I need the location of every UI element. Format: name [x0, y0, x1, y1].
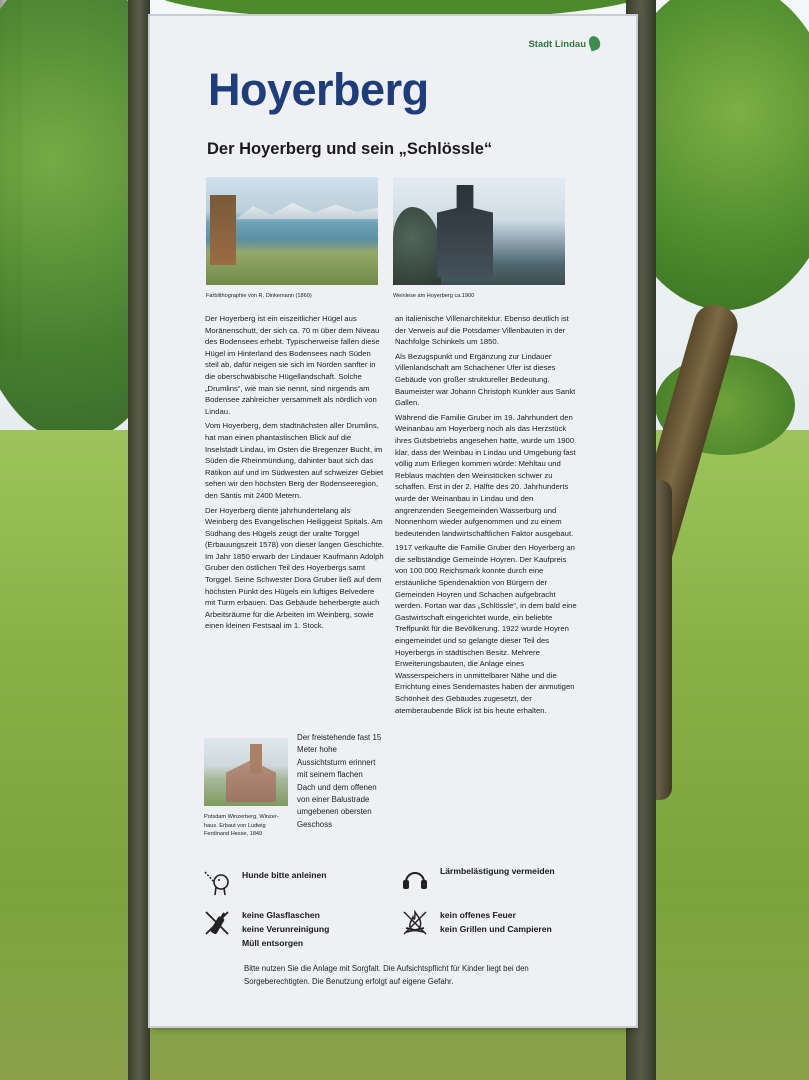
- rule-text: kein offenes Feuer kein Grillen und Campieren: [440, 910, 552, 934]
- rule-noise: [400, 864, 555, 894]
- paragraph: Vom Hoyerberg, dem stadtnächsten aller Drumlins, hat man einen phantastischen Blick auf die Inselstadt Lindau, im Osten die Bregenzer Bucht, im Süden die Rheinmündung, dahinter baut sich das Rätikon auf und im Südwesten auf schweizer Gebiet sehen wir den höchsten Berg der Bodenseeregion, den Säntis mit 2400 Metern.: [205, 421, 384, 500]
- paragraph: Der Hoyerberg diente jahrhundertelang als Weinberg des Evangelischen Heiliggeist Spitals. Am Südhang des Hügels zeugt der uralte Torggel (Erbauungszeit 1578) von dieser langen Geschichte. Im Jahr 1850 erwarb der Lindauer Kaufmann Adolph Gruber den östlichen Teil des Hoyerbergs samt Torggel. Seine Schwester Dora Gruber ließ auf dem höchsten Punkt des Hügels ein luftiges Belvedere mit Turm erbauen. Das Gebäude beherbergte auch Arbeitsräume für die Arbeiten im Weinberg, sowie einen kleinen Festsaal im 1. Stock.: [205, 505, 385, 631]
- photo-caption: Weinlese am Hoyerberg ca.1900: [393, 293, 475, 299]
- harvest-photo: [393, 177, 565, 285]
- paragraph: 1917 verkaufte die Familie Gruber den Hoyerberg an die selbständige Gemeinde Hoyren. Der Kaufpreis von 100 000 Reichsmark konnte durch eine erstaunliche Spendenaktion von Bürgern der Gemeinden Hoyren und Schachen aufgebracht werden. Fortan war das „Schlössle“, in dem bald eine Gastwirtschaft eingerichtet wurde, ein beliebte Treffpunkt für die Bevölkerung. 1922 wurde Hoyren eingemeindet und so gelangte dieser Teil des Hoyerbergs in städtischen Besitz. Mehrere Erweiterungsbauten, die Anlage eines Wasserspeichers in unmittelbarer Nähe und die Errichtung eines Sendemastes haben der anmutigen Schönheit des Gebäudes zugesetzt, der atemberaubende Blick ist bis heute erhalten.: [395, 543, 577, 715]
- tower-paragraph: Der freistehende fast 15 Meter hohe Aussichtsturm erinnert mit seinem flachen Dach und dem offenen von einer Balustrade umgebenen obersten Geschoss: [297, 733, 382, 829]
- sign-title: Hoyerberg: [208, 64, 429, 115]
- tower-shape: [210, 195, 236, 265]
- photo-caption: Potsdam Winzerberg, Winzer- haus. Erbaut von Ludwig Ferdinand Hesse, 1849: [204, 814, 279, 837]
- dog-leash-icon: [202, 868, 232, 898]
- no-fire-icon: [400, 908, 430, 938]
- ear-protection-icon: [400, 864, 430, 894]
- sign-post-left: [128, 0, 150, 1080]
- trees-shape: [393, 207, 441, 285]
- paragraph: Als Bezugspunkt und Ergänzung zur Lindauer Villenlandschaft am Schachener Ufer ist dieses Gebäude von großer struktureller Bedeutung. Baumeister war Johann Christoph Kunkler aus Sankt Gallen.: [395, 351, 576, 408]
- villa-shape: [437, 185, 493, 277]
- paragraph: an italienische Villenarchitektur. Ebenso deutlich ist der Verweis auf die Potsdamer Villenbauten in der Nachfolge Schinkels um 1850.: [395, 314, 569, 347]
- winzerhaus-photo: [204, 738, 288, 806]
- tower-shape: [250, 744, 262, 774]
- rule-fire: [400, 908, 552, 938]
- rule-text: Hunde bitte anleinen: [242, 870, 327, 880]
- rule-glass: [202, 908, 329, 950]
- rule-text: keine Glasflaschen keine Verunreinigung Müll entsorgen: [242, 910, 330, 948]
- brand-text: Stadt Lindau: [528, 39, 586, 50]
- rule-text: Lärmbelästigung vermeiden: [440, 866, 555, 876]
- footer-note: Bitte nutzen Sie die Anlage mit Sorgfalt. Die Aufsichtspflicht für Kinder liegt bei den Sorgeberechtigten. Die Benutzung erfolgt auf eigene Gefahr.: [244, 964, 529, 986]
- leaf-icon: [587, 35, 602, 52]
- text-column-left: [205, 313, 385, 635]
- rule-dogs: [202, 868, 327, 898]
- no-glass-bottles-icon: [202, 908, 232, 938]
- brand-logo: [528, 36, 600, 50]
- paragraph: Der Hoyerberg ist ein eiszeitlicher Hügel aus Moränenschutt, der sich ca. 70 m über dem Niveau des Bodensees erhebt. Typischerweise fallen diese Hügel im Hinterland des Bodensees nach Süden steil ab, dafür neigen sie sich im Norden sanfter in die oberschwäbische Hügellandschaft. Solche „Drumlins“, wie man sie nennt, sind nirgends am Bodensee zahlreicher versammelt als nördlich von Lindau.: [205, 314, 380, 416]
- text-column-right: [395, 313, 580, 719]
- lithograph-photo: [206, 177, 378, 285]
- sign-subtitle: Der Hoyerberg und sein „Schlössle“: [207, 140, 493, 158]
- mountains-shape: [236, 203, 378, 219]
- information-sign: [150, 16, 636, 1026]
- paragraph: Während die Familie Gruber im 19. Jahrhundert den Weinanbau am Hoyerberg noch als das Herzstück ihres Gutsbetriebs angesehen hatte, wurde um 1900 klar, dass der Weinbau in Lindau und Umgebung fast völlig zum Erliegen kommen würde: Mehltau und Reblaus machten den Weinstöcken schwer zu schaffen. Erst in der 2. Hälfte des 20. Jahrhunderts wurde der Weinanbau in Lindau und den angrenzenden Seegemeinden Wasserburg und Nonnenhorn wieder aufgenommen und zu einem bedeutenden landwirtschaftlichen Faktor ausgebaut.: [395, 412, 576, 538]
- photo-caption: Farblithographie von R. Dinkemann (1860): [206, 293, 312, 299]
